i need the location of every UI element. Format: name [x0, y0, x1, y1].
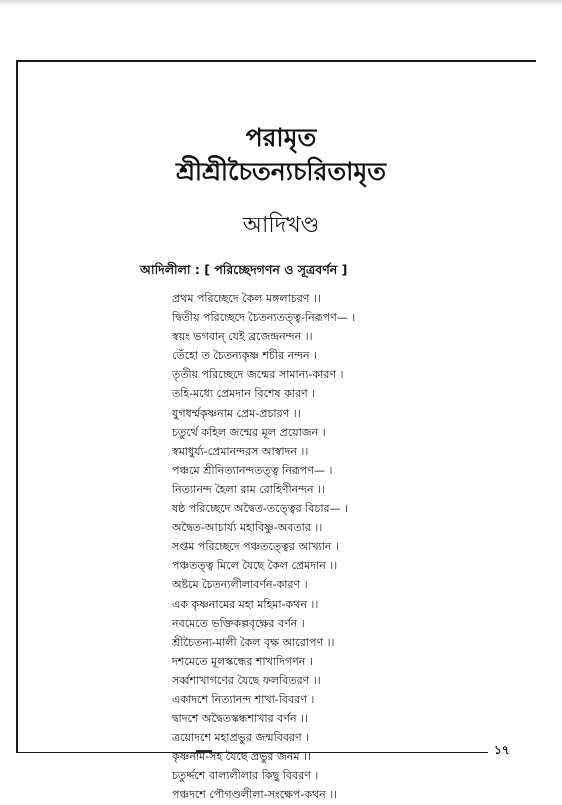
- verse-line: প্রথম পরিচ্ছেদে কৈল মঙ্গলাচরণ ।।: [172, 292, 321, 305]
- verse-line: পঞ্চদশে পৌগণ্ডলীলা-সংক্ষেপ-কথন ।।: [172, 788, 338, 802]
- verse-line: স্বয়ং ভগবান্‌ যেই ব্রজেন্দ্রনন্দন ।।: [172, 330, 313, 344]
- verse-line: দ্বাদশে অদ্বৈতস্কন্ধশাখার বর্ণন ।।: [172, 712, 308, 726]
- verse-line: ষষ্ঠ পরিচ্ছেদে অদ্বৈত-তত্ত্বের বিচার— ।: [172, 502, 349, 516]
- verse-line: সর্ব্বশাখাগণের যৈছে ফলবিতরণ ।।: [172, 673, 321, 687]
- verse-line: পঞ্চমে শ্রীনিত্যানন্দতত্ত্ব নিরূপণ— ।: [172, 463, 333, 477]
- page-title: পরামৃত: [245, 123, 317, 152]
- verse-line: সপ্তম পরিচ্ছেদে পঞ্চতত্ত্বের আখ্যান ।: [172, 540, 339, 554]
- verse-line: পঞ্চতত্ত্ব মিলে যৈছে কৈল প্রেমদান ।।: [172, 559, 338, 573]
- verse-line: নবমেতে ভক্তিকল্পবৃক্ষের বর্ণন ।: [172, 616, 305, 630]
- verse-line: এক কৃষ্ণনামের মহা মহিমা-কথন ।।: [172, 597, 319, 611]
- verse-line: শ্রীচৈতন্য-মালী কৈল বৃক্ষ আরোপণ ।।: [172, 635, 335, 649]
- verse-line: তেঁহো ত চৈতন্যকৃষ্ণ শচীর নন্দন ।: [172, 349, 318, 363]
- verse-line: স্বমাধুর্য্য-প্রেমানন্দরস আস্বাদন ।।: [172, 444, 309, 458]
- verse-line: অষ্টমে চৈতন্যলীলাবর্ণন-কারণ ।: [172, 578, 308, 592]
- verse-line: ত্রয়োদশে মহাপ্রভুর জন্মবিবরণ ।: [172, 731, 310, 745]
- section-title: আদিখণ্ড: [242, 213, 320, 238]
- chapter-heading: আদিলীলা : [ পরিচ্ছেদগণন ও সূত্রবর্ণন ]: [140, 262, 348, 277]
- verse-line: অদ্বৈত-আচার্য্য মহাবিষ্ণু-অবতার ।।: [172, 521, 323, 535]
- verse-line: কৃষ্ণনাম-সহ যৈছে প্রভুর জনম ।।: [172, 750, 311, 764]
- frame-top-rule: [16, 60, 536, 62]
- book-title: শ্রীশ্রীচৈতন্যচরিতামৃত: [176, 157, 386, 186]
- verse-line: একাদশে নিত্যানন্দ শাখা-বিবরণ ।: [172, 692, 315, 706]
- page-number: ১৭: [494, 743, 510, 757]
- bottom-tick-mark: [196, 750, 212, 752]
- verse-line: চতুর্থে কহিল জন্মের মূল প্রয়োজন ।: [172, 425, 326, 439]
- verse-list: [172, 289, 472, 805]
- verse-line: তৃতীয় পরিচ্ছেদে জন্মের সামান্য-কারণ ।: [172, 368, 344, 382]
- verse-line: দশমেতে মূলস্কন্ধের শাখাদিগণন ।: [172, 654, 313, 668]
- page-top-edge: [0, 0, 562, 6]
- verse-line: দ্বিতীয় পরিচ্ছেদে চৈতন্যতত্ত্ব-নিরূপণ— ।: [172, 311, 356, 325]
- verse-line: চতুর্দ্দশে বাল্যলীলার কিছু বিবরণ ।: [172, 769, 319, 783]
- verse-line: নিত্যানন্দ হৈলা রাম রোহিণীনন্দন ।।: [172, 482, 325, 496]
- verse-line: যুগধর্ম্মকৃষ্ণনাম প্রেম-প্রচারণ ।।: [172, 406, 301, 420]
- verse-line: তহি-মধ্যে প্রেমদান বিশেষ কারণ ।: [172, 387, 316, 401]
